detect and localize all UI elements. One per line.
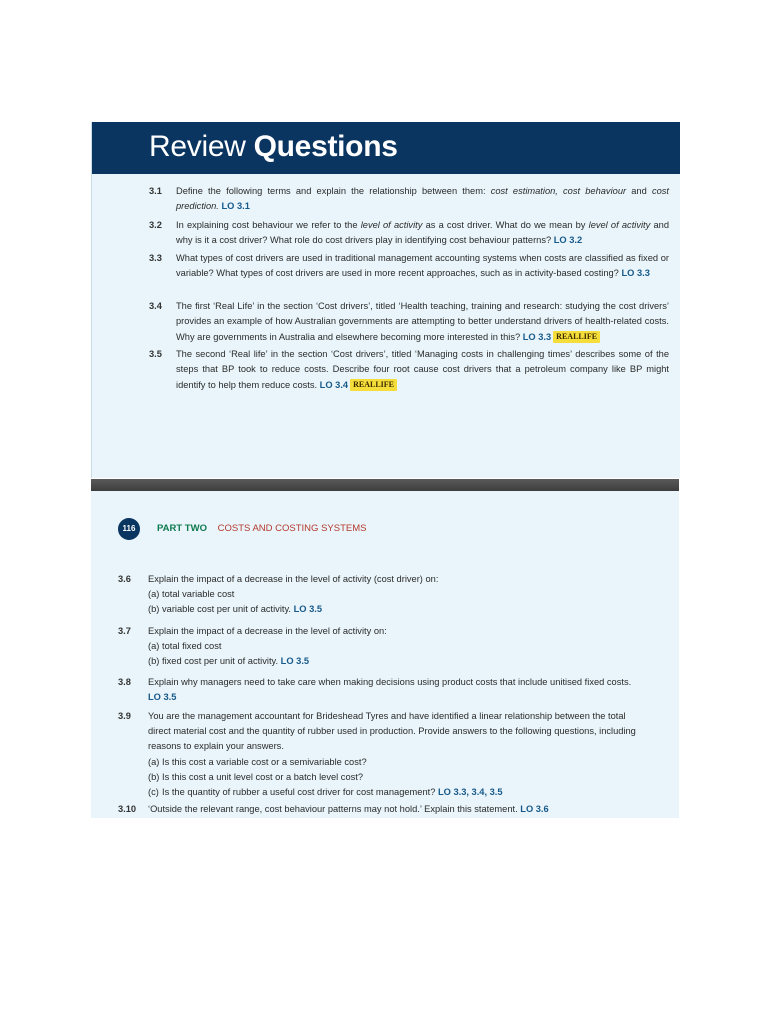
question-text (176, 218, 669, 249)
learning-objective-ref: LO 3.2 (553, 235, 583, 246)
text-run: Explain the impact of a decrease in the level of activity (cost driver) on: (148, 574, 439, 584)
text-run: Is the quantity of rubber a useful cost driver for cost management? (162, 787, 438, 798)
emphasis-text: level of activity (588, 220, 651, 230)
question-text (148, 709, 640, 755)
sub-label: (a) (148, 589, 160, 600)
text-run: Define the following terms and explain the relationship between them: (176, 186, 491, 196)
review-title (149, 130, 398, 164)
question-number: 3.4 (149, 301, 162, 311)
sub-label: (b) (148, 771, 160, 782)
section-label: COSTS AND COSTING SYSTEMS (217, 523, 367, 534)
sub-label: (b) (148, 604, 160, 615)
text-run: You are the management accountant for Brideshead Tyres and have identified a linear relationship between the total direct material cost and the quantity of rubber used in production. Provide answers to the following questions, including reasons to explain your answers. (148, 711, 636, 752)
question-3-8 (118, 675, 640, 705)
question-number: 3.6 (118, 574, 131, 584)
question-3-6 (118, 572, 640, 618)
sub-question (148, 755, 640, 770)
question-3-5 (149, 347, 669, 393)
learning-objective-ref: LO 3.3 (621, 268, 650, 279)
sub-text (162, 589, 234, 599)
question-number: 3.2 (149, 220, 162, 230)
question-3-7 (118, 624, 640, 670)
question-number: 3.1 (149, 186, 162, 196)
sub-label: (b) (148, 656, 160, 667)
learning-objective-ref: LO 3.1 (221, 201, 250, 212)
sub-label: (a) (148, 756, 160, 767)
question-number: 3.7 (118, 626, 131, 636)
page-divider (91, 479, 679, 491)
review-banner (92, 122, 680, 174)
learning-objective-ref: LO 3.5 (293, 604, 323, 615)
question-text (148, 675, 640, 705)
reallife-tag: REALLIFE (553, 331, 600, 343)
text-run: ‘Outside the relevant range, cost behaviour patterns may not hold.’ Explain this statement. (148, 804, 521, 814)
learning-objective-ref: LO 3.5 (148, 692, 177, 703)
sub-text (162, 772, 363, 782)
sub-question (148, 602, 640, 617)
question-text (176, 184, 669, 215)
question-number: 3.8 (118, 677, 131, 687)
question-3-1 (149, 184, 669, 215)
text-run: What types of cost drivers are used in traditional management accounting systems when costs are classified as fixed or variable? What types of cost drivers are used in more recent approaches, such as in activity-based costing? (176, 253, 669, 279)
sub-label: (a) (148, 641, 160, 652)
question-number: 3.3 (149, 253, 162, 263)
question-3-9 (118, 709, 640, 800)
question-text (176, 299, 669, 345)
question-number: 3.5 (149, 349, 162, 359)
emphasis-text: level of activity (360, 220, 423, 230)
learning-objective-ref: LO 3.3, 3.4, 3.5 (437, 787, 503, 798)
text-run: In explaining cost behaviour we refer to the (176, 220, 361, 230)
question-text (148, 802, 640, 817)
text-run: Explain the impact of a decrease in the level of activity on: (148, 626, 387, 636)
sub-text (162, 787, 503, 797)
sub-text (162, 641, 221, 651)
text-run: and (626, 186, 652, 196)
sub-question (148, 785, 640, 800)
learning-objective-ref: LO 3.6 (520, 804, 549, 814)
question-3-4 (149, 299, 669, 345)
text-run: as a cost driver. What do we mean by (422, 220, 589, 230)
sub-question (148, 654, 640, 669)
emphasis-text: cost prediction. (176, 186, 669, 212)
question-text (148, 572, 640, 587)
sub-text (162, 656, 309, 666)
question-number: 3.9 (118, 711, 131, 721)
review-title-bold: Questions (253, 130, 398, 163)
question-3-3 (149, 251, 669, 282)
emphasis-text: cost estimation, cost behaviour (490, 186, 627, 196)
question-text (176, 347, 669, 393)
text-run: Is this cost a unit level cost or a batch level cost? (162, 771, 364, 782)
sub-question (148, 639, 640, 654)
review-title-light: Review (149, 130, 246, 163)
running-head (157, 523, 366, 534)
review-questions-panel (91, 122, 680, 478)
text-run: The first ‘Real Life’ in the section ‘Cost drivers’, titled ‘Health teaching, training and research: studying the cost drivers’ provides an example of how Australian governments are attempting to better understand drivers of health-related costs. Why are governments in Australia and elsewhere becoming more interested in this? (176, 301, 669, 342)
sub-label: (c) (148, 787, 159, 798)
reallife-tag: REALLIFE (350, 379, 397, 391)
question-3-2 (149, 218, 669, 249)
question-text (176, 251, 669, 282)
text-run: fixed cost per unit of activity. (162, 656, 281, 667)
text-run: total fixed cost (162, 641, 222, 652)
question-number: 3.10 (118, 804, 137, 814)
text-run: total variable cost (162, 589, 235, 600)
sub-text (162, 604, 322, 614)
learning-objective-ref: LO 3.4 (319, 379, 349, 390)
question-3-10 (118, 802, 640, 817)
sub-question (148, 587, 640, 602)
text-run: Is this cost a variable cost or a semivariable cost? (162, 756, 367, 767)
text-run: variable cost per unit of activity. (162, 604, 294, 615)
text-run: Explain why managers need to take care when making decisions using product costs that include unitised fixed costs. (148, 677, 632, 687)
text-run: The second ‘Real life’ in the section ‘Cost drivers’, titled ‘Managing costs in challenging times’ describes some of the steps that BP took to reduce costs. Describe four root cause cost drivers that a petroleum company like BP might identify to help them reduce costs. (176, 349, 669, 390)
part-label: PART TWO (157, 523, 207, 534)
question-text (148, 624, 640, 639)
learning-objective-ref: LO 3.5 (280, 656, 310, 667)
text-run: and why is it a cost driver? What role do cost drivers play in identifying cost behaviour patterns? (176, 220, 669, 246)
sub-text (162, 757, 367, 767)
sub-question (148, 770, 640, 785)
learning-objective-ref: LO 3.3 (522, 331, 552, 342)
page-number-badge: 116 (118, 518, 140, 540)
